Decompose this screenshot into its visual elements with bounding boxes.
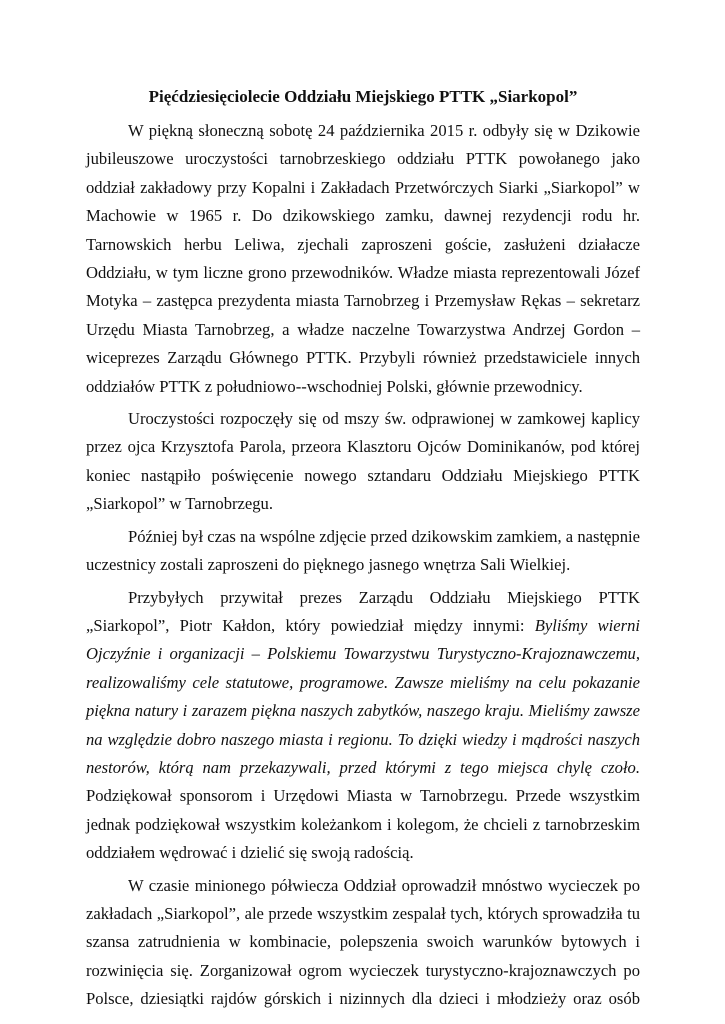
speech-intro: Przybyłych przywitał prezes Zarządu Oddziału Miejskiego PTTK „Siarkopol”, Piotr Kałdon, który powiedział między innymi: bbox=[86, 587, 640, 635]
speech-outro: Podziękował sponsorom i Urzędowi Miasta w Tarnobrzegu. Przede wszystkim jednak podziękował wszystkim koleżankom i kolegom, że chcieli z tarnobrzeskim oddziałem wędrować i dzielić się swoją radością. bbox=[86, 786, 640, 863]
paragraph-half-century: W czasie minionego półwiecza Oddział oprowadził mnóstwo wycieczek po zakładach „Siarkopol”, ale przede wszystkim zespalał tych, których sprowadziła tu szansa zatrudnienia w kombinacie, polepszenia swoich warunków bytowych i rozwinięcia się. Zorganizował ogrom wycieczek turystyczno-krajoznawczych po Polsce, dziesiątki rajdów górskich i nizinnych dla dzieci i młodzieży oraz osób bbox=[86, 875, 640, 1009]
document-title: Pięćdziesięciolecie Oddziału Miejskiego PTTK „Siarkopol” bbox=[148, 87, 578, 106]
document-body bbox=[86, 117, 640, 1018]
paragraph-jubilee-intro: W piękną słoneczną sobotę 24 października 2015 r. odbyły się w Dzikowie jubileuszowe uroczystości tarnobrzeskiego oddziału PTTK powołanego jako oddział zakładowy przy Kopalni i Zakładach Przetwórczych Siarki „Siarkopol” w Machowie w 1965 r. Do dzikowskiego zamku, dawnej rezydencji rodu hr. Tarnowskich herbu Leliwa, zjechali zaproszeni goście, zasłużeni działacze Oddziału, w tym liczne grono przewodników. Władze miasta reprezentowali Józef Motyka – zastępca prezydenta miasta Tarnobrzeg i Przemysław Rękas – sekretarz Urzędu Miasta Tarnobrzeg, a władze naczelne Towarzystwa Andrzej Gordon – wiceprezes Zarządu Głównego PTTK. Przybyli również przedstawiciele innych oddziałów PTTK z południowo-‑wschodniej Polski, głównie przewodnicy. bbox=[86, 121, 640, 396]
paragraph-mass: Uroczystości rozpoczęły się od mszy św. odprawionej w zamkowej kaplicy przez ojca Krzysztofa Parola, przeora Klasztoru Ojców Dominikanów, pod której koniec nastąpiło poświęcenie nowego sztandaru Oddziału Miejskiego PTTK „Siarkopol” w Tarnobrzegu. bbox=[86, 409, 640, 514]
paragraph-welcome-speech bbox=[86, 584, 640, 868]
paragraph-photo: Później był czas na wspólne zdjęcie przed dzikowskim zamkiem, a następnie uczestnicy zostali zaproszeni do pięknego jasnego wnętrza Sali Wielkiej. bbox=[86, 526, 640, 575]
speech-quote: Byliśmy wierni Ojczyźnie i organizacji – Polskiemu Towarzystwu Turystyczno-Krajoznawczemu, realizowaliśmy cele statutowe, programowe. Zawsze mieliśmy na celu pokazanie piękna natury i zarazem piękna naszych zabytków, naszego kraju. Mieliśmy zawsze na względzie dobro naszego miasta i regionu. To dzięki wiedzy i mądrości naszych nestorów, którą nam przekazywali, przed którymi z tego miejsca chylę czoło. bbox=[86, 615, 640, 777]
